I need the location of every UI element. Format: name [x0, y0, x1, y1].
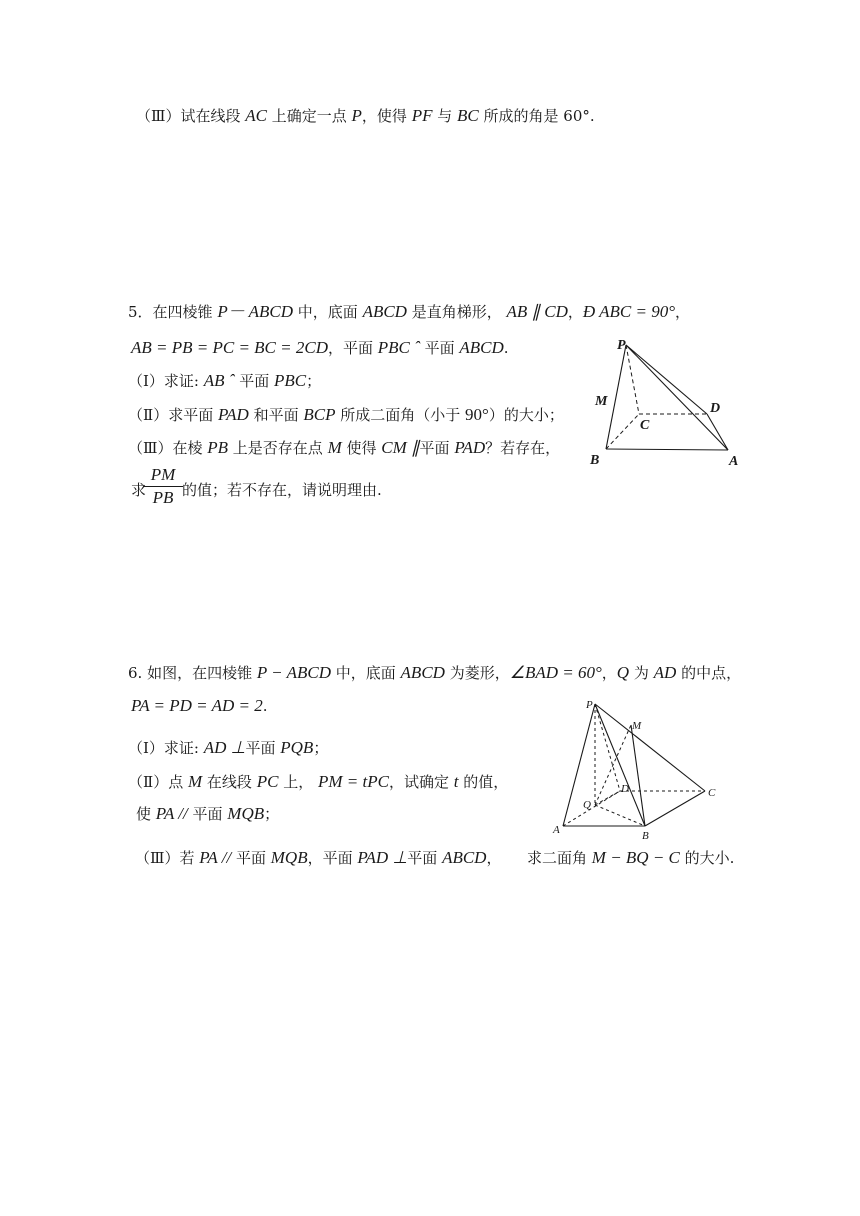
- problem-5-part-2: （Ⅱ）求平面 PAD 和平面 BCP 所成二面角（小于 90°）的大小；: [128, 405, 564, 424]
- figure-pyramid-6: [550, 695, 725, 845]
- vertex-label-m6: M: [632, 720, 642, 732]
- vertex-label-p6: P: [586, 699, 593, 711]
- vertex-label-b: B: [590, 453, 600, 468]
- problem-4-part-3: （Ⅲ）试在线段 AC 上确定一点 P，使得 PF 与 BC 所成的角是 60°.: [136, 106, 595, 125]
- problem-5-part-3: （Ⅲ）在棱 PB 上是否存在点 M 使得 CM ∥平面 PAD？若存在，: [128, 438, 561, 457]
- problem-6-part-2: （Ⅱ）点 M 在线段 PC 上， PM = tPC，试确定 t 的值，: [128, 772, 509, 791]
- figure-pyramid-5: [585, 330, 760, 470]
- problem-5-line-1: 5．在四棱锥 P－ ABCD 中，底面 ABCD 是直角梯形， AB ∥ CD，Ð ABC = 90°，: [128, 302, 691, 321]
- problem-6-line-2: PA = PD = AD = 2.: [131, 696, 268, 715]
- vertex-label-d: D: [710, 401, 721, 416]
- vertex-label-d6: D: [621, 783, 629, 795]
- problem-5-part-3-cont-prefix: 求: [131, 481, 147, 499]
- problem-5-line-2: AB = PB = PC = BC = 2CD，平面 PBC ˆ 平面 ABCD.: [131, 338, 509, 357]
- problem-6-line-1: 6. 如图，在四棱锥 P − ABCD 中，底面 ABCD 为菱形，∠BAD = 60°，Q 为 AD 的中点，: [128, 663, 742, 682]
- vertex-label-m: M: [595, 394, 608, 409]
- problem-6-part-1: （Ⅰ）求证: AD ⊥平面 PQB；: [128, 738, 329, 757]
- fraction-pm-pb: PM PB: [143, 465, 183, 508]
- vertex-label-q6: Q: [583, 799, 591, 811]
- vertex-label-c: C: [640, 418, 650, 433]
- problem-5-part-3-cont: 的值；若不存在，请说明理由.: [182, 481, 382, 499]
- problem-6-part-3: （Ⅲ）若 PA // 平面 MQB，平面 PAD ⊥平面 ABCD，: [135, 848, 502, 867]
- problem-6-part-2-cont: 使 PA // 平面 MQB；: [136, 804, 280, 823]
- problem-5-part-1: （Ⅰ）求证: AB ˆ 平面 PBC；: [128, 371, 322, 390]
- vertex-label-a: A: [729, 454, 739, 469]
- vertex-label-a6: A: [553, 824, 560, 836]
- vertex-label-b6: B: [642, 830, 649, 842]
- vertex-label-c6: C: [708, 787, 716, 799]
- vertex-label-p: P: [617, 338, 626, 353]
- problem-6-part-3-question: 求二面角 M − BQ − C 的大小.: [527, 848, 735, 867]
